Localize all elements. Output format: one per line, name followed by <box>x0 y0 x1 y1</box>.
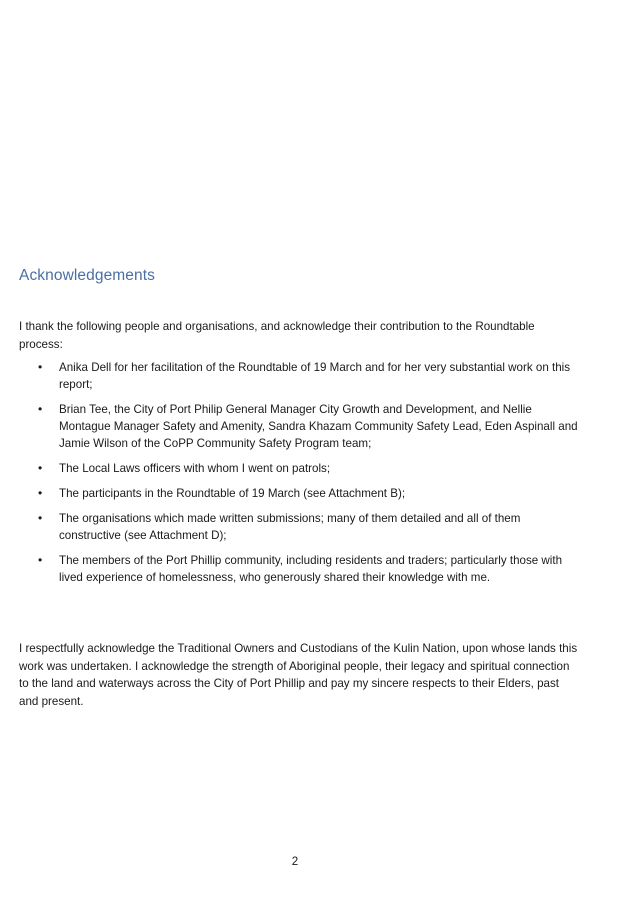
list-item <box>19 552 579 586</box>
acknowledgement-list <box>19 359 579 594</box>
list-item-text: The organisations which made written submissions; many of them detailed and all of them constructive (see Attachment D); <box>59 511 521 542</box>
page-number: 2 <box>291 855 299 868</box>
list-item-text: Anika Dell for her facilitation of the Roundtable of 19 March and for her very substantial work on this report; <box>59 361 571 392</box>
list-item <box>19 460 579 477</box>
list-item-text: The participants in the Roundtable of 19 March (see Attachment B); <box>59 487 406 500</box>
list-item <box>19 485 579 502</box>
list-item <box>19 510 579 544</box>
section-heading: Acknowledgements <box>19 267 156 284</box>
bullet-icon: • <box>38 552 43 567</box>
list-item <box>19 401 579 453</box>
list-item-text: Brian Tee, the City of Port Philip General Manager City Growth and Development, and Nellie Montague Manager Safety and Amenity, Sandra Khazam Community Safety Lead, Eden Aspinall and Jamie Wilson of the CoPP Community Safety Program team; <box>59 403 578 451</box>
intro-paragraph: I thank the following people and organisations, and acknowledge their contribution to the Roundtable process: <box>19 320 535 351</box>
list-item <box>19 359 579 393</box>
bullet-icon: • <box>38 486 43 500</box>
list-item-text: The members of the Port Phillip community, including residents and traders; particularly those with lived experience of homelessness, who generously shared their knowledge with me. <box>59 553 563 584</box>
traditional-owners-paragraph: I respectfully acknowledge the Traditional Owners and Custodians of the Kulin Nation, upon whose lands this work was undertaken. I acknowledge the strength of Aboriginal people, their legacy and spiritual connection to the land and waterways across the City of Port Phillip and pay my sincere respects to their Elders, past and present. <box>19 642 578 708</box>
bullet-icon: • <box>38 461 43 476</box>
bullet-icon: • <box>38 360 43 374</box>
list-item-text: The Local Laws officers with whom I went on patrols; <box>59 462 331 476</box>
bullet-icon: • <box>38 510 43 525</box>
bullet-icon: • <box>38 402 43 416</box>
